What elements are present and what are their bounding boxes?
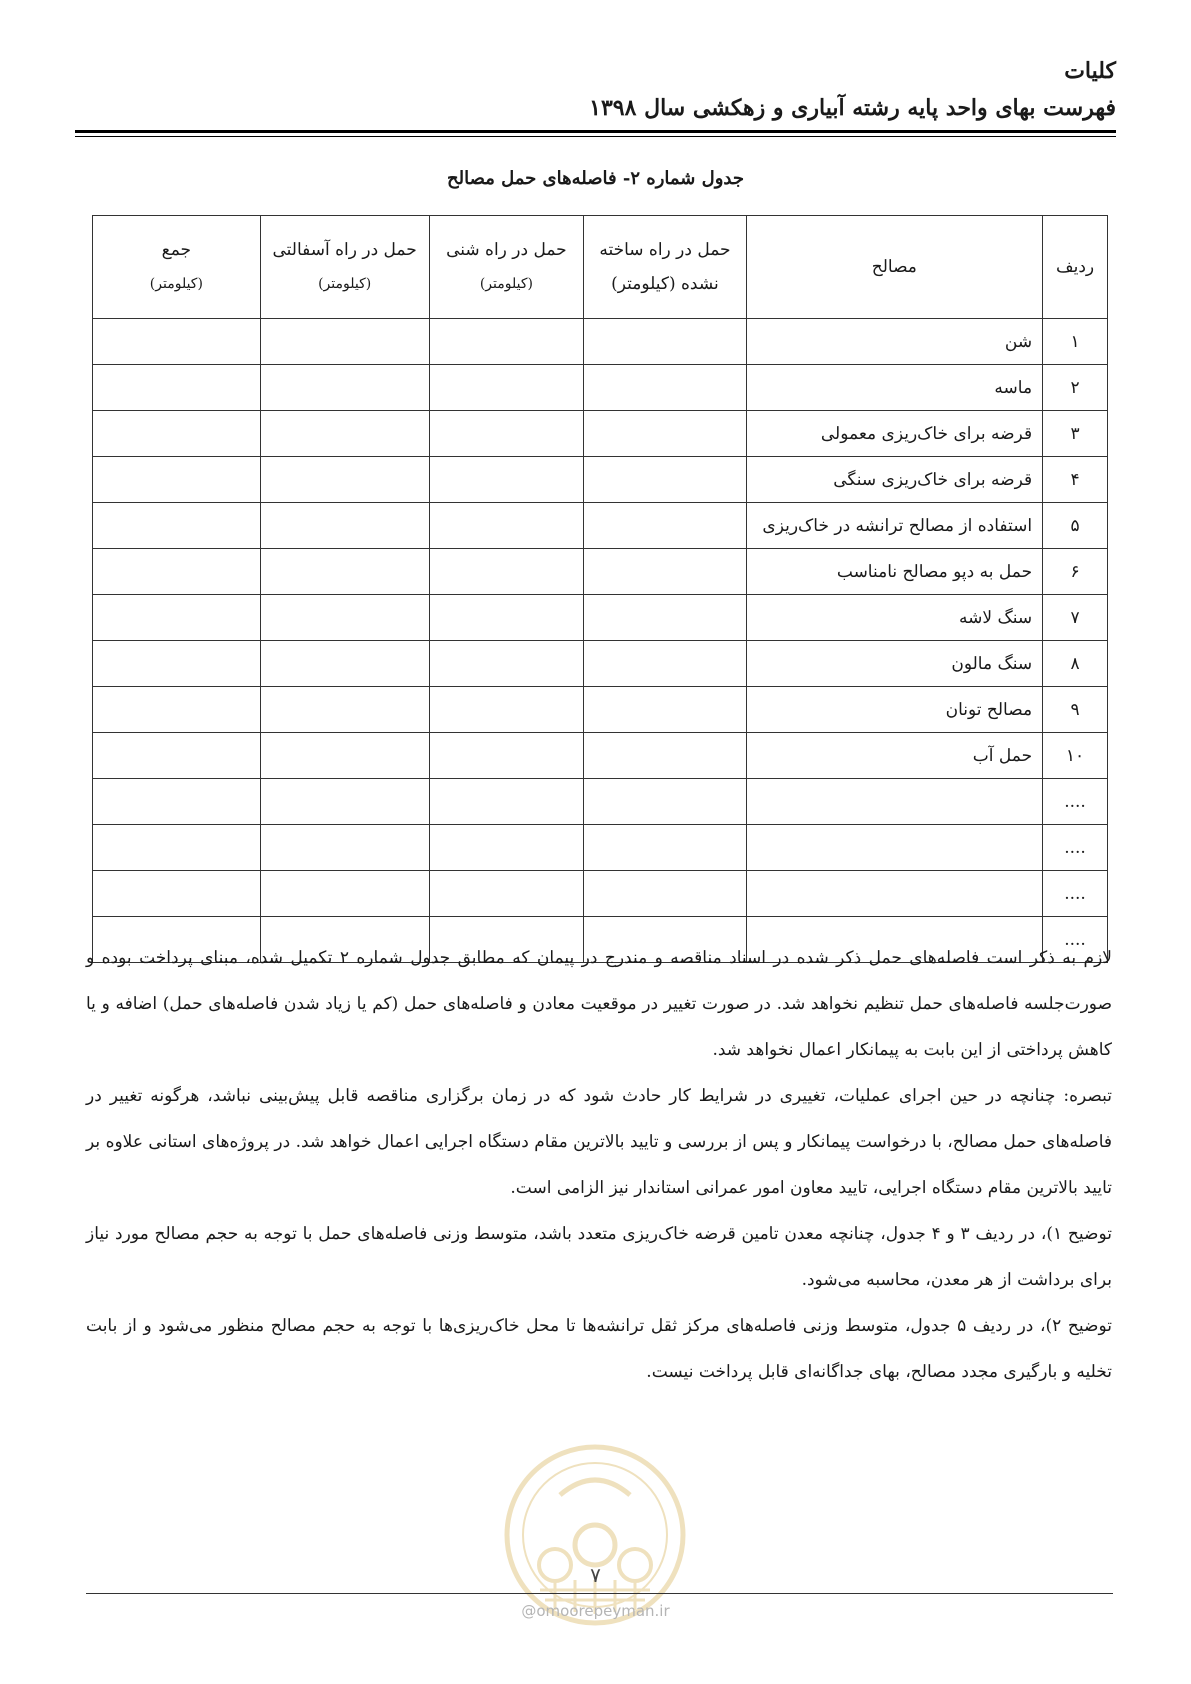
material-cell: قرضه برای خاک‌ریزی معمولی <box>746 411 1042 457</box>
gravel-distance-cell <box>429 549 584 595</box>
total-distance-cell <box>93 641 261 687</box>
asphalt-distance-cell <box>260 365 429 411</box>
asphalt-distance-cell <box>260 825 429 871</box>
table-row <box>93 549 1108 595</box>
material-cell: سنگ لاشه <box>746 595 1042 641</box>
header-subtitle: فهرست بهای واحد پایه رشته آبیاری و زهکشی سال ۱۳۹۸ <box>589 95 1116 121</box>
material-cell: شن <box>746 319 1042 365</box>
row-number-cell: ۹ <box>1043 687 1108 733</box>
page-number: ۷ <box>590 1563 601 1587</box>
table-row <box>93 641 1108 687</box>
material-cell: حمل آب <box>746 733 1042 779</box>
haul-distance-table <box>92 215 1108 963</box>
table-row <box>93 411 1108 457</box>
total-distance-cell <box>93 779 261 825</box>
gravel-distance-cell <box>429 871 584 917</box>
gravel-distance-cell <box>429 733 584 779</box>
gravel-distance-cell <box>429 319 584 365</box>
header-title: کلیات <box>1064 58 1116 84</box>
col-asphalt-unit: (کیلومتر) <box>318 276 372 292</box>
col-gravel-unit: (کیلومتر) <box>479 276 533 292</box>
footer-website: @omoorepeyman.ir <box>521 1602 670 1620</box>
material-cell: حمل به دپو مصالح نامناسب <box>746 549 1042 595</box>
col-gravel-header <box>429 216 584 319</box>
table-row <box>93 365 1108 411</box>
asphalt-distance-cell <box>260 319 429 365</box>
total-distance-cell <box>93 457 261 503</box>
row-number-cell: .... <box>1043 825 1108 871</box>
col-asphalt-label: حمل در راه آسفالتی <box>272 240 417 260</box>
material-cell: مصالح تونان <box>746 687 1042 733</box>
unpaved-distance-cell <box>584 825 746 871</box>
material-cell <box>746 871 1042 917</box>
asphalt-distance-cell <box>260 411 429 457</box>
col-asphalt-header <box>260 216 429 319</box>
paragraph-explanation-2: توضیح ۲)، در ردیف ۵ جدول، متوسط وزنی فاصله‌های مرکز ثقل ترانشه‌ها تا محل خاک‌ریزی‌ها با توجه به حجم مصالح منظور می‌شود و از بابت تخلیه و بارگیری مجدد مصالح، بهای جداگانه‌ای قابل پرداخت نیست. <box>86 1316 1112 1382</box>
asphalt-distance-cell <box>260 641 429 687</box>
footer-rule <box>86 1593 1113 1594</box>
col-total-unit: (کیلومتر) <box>149 276 203 292</box>
row-number-cell: ۵ <box>1043 503 1108 549</box>
asphalt-distance-cell <box>260 503 429 549</box>
paragraph-1: لازم به ذکر است فاصله‌های حمل ذکر شده در اسناد مناقصه و مندرج در پیمان که مطابق جدول شماره ۲ تکمیل شده، مبنای پرداخت بوده و صورت‌جلسه فاصله‌های حمل تنظیم نخواهد شد. در صورت تغییر در موقعیت معادن و فاصله‌های حمل (کم یا زیاد شدن فاصله‌های حمل) اضافه و یا کاهش پرداختی از این بابت به پیمانکار اعمال نخواهد شد. <box>86 948 1112 1060</box>
unpaved-distance-cell <box>584 871 746 917</box>
total-distance-cell <box>93 319 261 365</box>
table-row <box>93 871 1108 917</box>
material-cell: استفاده از مصالح ترانشه در خاک‌ریزی <box>746 503 1042 549</box>
row-number-cell: .... <box>1043 779 1108 825</box>
total-distance-cell <box>93 595 261 641</box>
row-number-cell: ۱ <box>1043 319 1108 365</box>
total-distance-cell <box>93 503 261 549</box>
gravel-distance-cell <box>429 779 584 825</box>
gravel-distance-cell <box>429 411 584 457</box>
header-rule-thin <box>75 136 1116 137</box>
gravel-distance-cell <box>429 641 584 687</box>
asphalt-distance-cell <box>260 733 429 779</box>
material-cell: سنگ مالون <box>746 641 1042 687</box>
row-number-cell: ۴ <box>1043 457 1108 503</box>
table-row <box>93 503 1108 549</box>
gravel-distance-cell <box>429 503 584 549</box>
asphalt-distance-cell <box>260 457 429 503</box>
paragraph-note: تبصره: چنانچه در حین اجرای عملیات، تغییری در شرایط کار حادث شود که در زمان برگزاری مناقصه قابل پیش‌بینی نباشد، هرگونه تغییر در فاصله‌های حمل مصالح، با درخواست پیمانکار و پس از بررسی و تایید بالاترین مقام دستگاه اجرایی اعمال خواهد شد. در پروژه‌های استانی علاوه بر تایید بالاترین مقام دستگاه اجرایی، تایید معاون امور عمرانی استاندار نیز الزامی است. <box>86 1086 1112 1198</box>
asphalt-distance-cell <box>260 595 429 641</box>
row-number-cell: ۲ <box>1043 365 1108 411</box>
unpaved-distance-cell <box>584 549 746 595</box>
total-distance-cell <box>93 411 261 457</box>
total-distance-cell <box>93 825 261 871</box>
col-material-header: مصالح <box>746 216 1042 319</box>
total-distance-cell <box>93 549 261 595</box>
table-row <box>93 319 1108 365</box>
table-header-row <box>93 216 1108 319</box>
unpaved-distance-cell <box>584 779 746 825</box>
row-number-cell: .... <box>1043 871 1108 917</box>
asphalt-distance-cell <box>260 549 429 595</box>
material-cell: قرضه برای خاک‌ریزی سنگی <box>746 457 1042 503</box>
total-distance-cell <box>93 871 261 917</box>
col-total-label: جمع <box>161 240 192 260</box>
table-row <box>93 595 1108 641</box>
row-number-cell: .... <box>1043 917 1108 963</box>
gravel-distance-cell <box>429 687 584 733</box>
paragraph-explanation-1: توضیح ۱)، در ردیف ۳ و ۴ جدول، چنانچه معدن تامین قرضه خاک‌ریزی متعدد باشد، متوسط وزنی فاصله‌های حمل با توجه به حجم مصالح مورد نیاز برای برداشت از هر معدن، محاسبه می‌شود. <box>86 1224 1112 1290</box>
unpaved-distance-cell <box>584 595 746 641</box>
row-number-cell: ۱۰ <box>1043 733 1108 779</box>
asphalt-distance-cell <box>260 687 429 733</box>
unpaved-distance-cell <box>584 457 746 503</box>
material-cell <box>746 779 1042 825</box>
table-row <box>93 457 1108 503</box>
table-row <box>93 825 1108 871</box>
asphalt-distance-cell <box>260 871 429 917</box>
header-rule-thick <box>75 130 1116 133</box>
total-distance-cell <box>93 365 261 411</box>
table-caption: جدول شماره ۲- فاصله‌های حمل مصالح <box>447 168 744 189</box>
row-number-cell: ۳ <box>1043 411 1108 457</box>
gravel-distance-cell <box>429 825 584 871</box>
col-unpaved-header: حمل در راه ساخته نشده (کیلومتر) <box>584 216 746 319</box>
col-row-header: ردیف <box>1043 216 1108 319</box>
gravel-distance-cell <box>429 365 584 411</box>
gravel-distance-cell <box>429 595 584 641</box>
material-cell: ماسه <box>746 365 1042 411</box>
col-gravel-label: حمل در راه شنی <box>446 240 567 260</box>
unpaved-distance-cell <box>584 687 746 733</box>
unpaved-distance-cell <box>584 503 746 549</box>
asphalt-distance-cell <box>260 779 429 825</box>
table-row <box>93 779 1108 825</box>
table-row <box>93 687 1108 733</box>
unpaved-distance-cell <box>584 641 746 687</box>
unpaved-distance-cell <box>584 733 746 779</box>
row-number-cell: ۷ <box>1043 595 1108 641</box>
total-distance-cell <box>93 733 261 779</box>
gravel-distance-cell <box>429 457 584 503</box>
unpaved-distance-cell <box>584 365 746 411</box>
row-number-cell: ۸ <box>1043 641 1108 687</box>
unpaved-distance-cell <box>584 319 746 365</box>
unpaved-distance-cell <box>584 411 746 457</box>
table-row <box>93 733 1108 779</box>
row-number-cell: ۶ <box>1043 549 1108 595</box>
total-distance-cell <box>93 687 261 733</box>
material-cell <box>746 825 1042 871</box>
col-total-header <box>93 216 261 319</box>
